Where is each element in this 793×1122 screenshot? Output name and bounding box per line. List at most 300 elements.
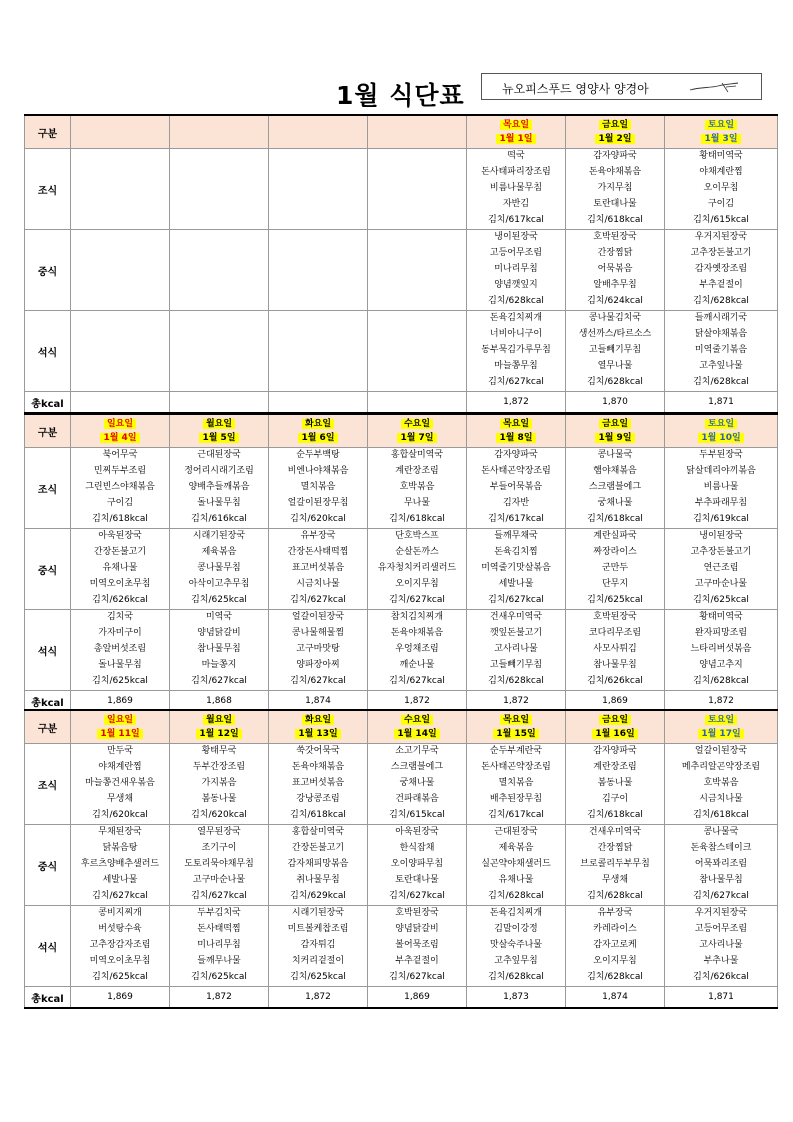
breakfast-menu-cell	[467, 448, 566, 529]
day-date	[71, 431, 169, 445]
day-date	[71, 727, 169, 741]
total-kcal: 1,870	[566, 392, 665, 414]
day-date-text: 1월 12일	[196, 729, 241, 739]
day-header	[71, 414, 170, 448]
week-table	[24, 114, 778, 414]
menu-item: 감자양파국	[593, 746, 637, 756]
menu-item: 양념고추지	[699, 659, 743, 670]
day-date-text: 1월 14일	[394, 729, 439, 739]
day-name-text: 금요일	[599, 120, 631, 130]
menu-item: 김치/627kcal	[389, 594, 445, 605]
category-label: 구분	[25, 115, 71, 149]
menu-item: 궁채나물	[597, 497, 633, 508]
menu-item: 생선까스/타르소스	[578, 328, 652, 339]
total-kcal	[269, 392, 368, 414]
menu-item: 건새우미역국	[588, 827, 642, 837]
menu-item: 정어리시래기조림	[184, 465, 254, 476]
page-title: 1월 식단표	[336, 81, 465, 110]
day-header	[566, 414, 665, 448]
lunch-menu-cell	[665, 230, 778, 311]
menu-item: 마늘쫑무침	[494, 360, 538, 371]
breakfast-menu-cell	[467, 149, 566, 230]
menu-item: 취나물무침	[296, 874, 340, 885]
dinner-menu-cell	[269, 906, 368, 987]
dinner-menu-cell	[71, 311, 170, 392]
menu-item: 봄동나물	[201, 793, 237, 804]
breakfast-menu-cell	[170, 448, 269, 529]
menu-item: 깻잎돈불고기	[489, 627, 543, 638]
menu-item: 김치/625kcal	[693, 594, 749, 605]
day-date	[665, 431, 777, 445]
menu-item: 김치/625kcal	[191, 594, 247, 605]
day-header	[467, 115, 566, 149]
menu-item: 동부묵김가루무침	[481, 344, 551, 355]
total-kcal: 1,869	[566, 691, 665, 713]
menu-item: 코다리무조림	[588, 627, 642, 638]
menu-item: 짜장라이스	[593, 546, 637, 557]
dinner-menu-cell	[566, 311, 665, 392]
menu-item: 건파래볶음	[395, 793, 439, 804]
menu-item: 호박볶음	[703, 777, 739, 788]
menu-item: 고들빼기무침	[588, 344, 642, 355]
total-kcal: 1,874	[566, 987, 665, 1009]
day-name-text: 토요일	[705, 120, 737, 130]
day-date-text: 1월 7일	[397, 433, 436, 443]
menu-item: 김치/618kcal	[587, 809, 643, 820]
day-name-text: 목요일	[500, 715, 532, 725]
dinner-menu-cell	[566, 610, 665, 691]
lunch-menu-cell	[71, 529, 170, 610]
menu-item: 김치/627kcal	[191, 890, 247, 901]
menu-item: 미역줄기볶음	[694, 344, 748, 355]
breakfast-menu-cell	[71, 149, 170, 230]
menu-item: 어묵볶음	[597, 263, 633, 274]
menu-item: 시래기된장국	[192, 531, 246, 541]
menu-item: 깨순나물	[399, 659, 435, 670]
day-name-text: 화요일	[302, 419, 334, 429]
menu-item: 치커리겉절이	[291, 955, 345, 966]
day-name-text: 월요일	[203, 419, 235, 429]
lunch-menu-cell	[170, 230, 269, 311]
day-date	[665, 132, 777, 146]
menu-item: 부들어묵볶음	[489, 481, 543, 492]
menu-item: 들깨무채국	[494, 531, 538, 541]
menu-item: 단호박스프	[395, 531, 439, 541]
day-date-text: 1월 1일	[496, 134, 535, 144]
menu-item: 느타리버섯볶음	[690, 643, 752, 654]
menu-item: 미트볼케찹조림	[287, 923, 349, 934]
day-header	[566, 710, 665, 744]
dinner-label: 석식	[25, 610, 71, 691]
menu-item: 감자양파국	[593, 151, 637, 161]
menu-item: 궁채나물	[399, 777, 435, 788]
dinner-menu-cell	[566, 906, 665, 987]
menu-item: 돈육김치찌개	[489, 313, 543, 323]
menu-item: 김치/619kcal	[693, 513, 749, 524]
day-header	[71, 115, 170, 149]
lunch-menu-cell	[71, 230, 170, 311]
total-kcal: 1,873	[467, 987, 566, 1009]
menu-item: 김치/627kcal	[488, 594, 544, 605]
menu-item: 양념닭갈비	[197, 627, 241, 638]
day-name	[269, 417, 367, 431]
menu-item: 유채나물	[102, 562, 138, 573]
menu-item: 김치/618kcal	[290, 809, 346, 820]
menu-item: 표고버섯볶음	[291, 562, 345, 573]
day-name-text: 월요일	[203, 715, 235, 725]
menu-item: 김치/627kcal	[92, 890, 148, 901]
menu-item: 김치/618kcal	[92, 513, 148, 524]
menu-item: 순두부계란국	[489, 746, 543, 756]
category-label: 구분	[25, 710, 71, 744]
menu-item: 카레라이스	[593, 923, 637, 934]
menu-item: 김치/615kcal	[389, 809, 445, 820]
lunch-label: 중식	[25, 825, 71, 906]
menu-item: 비름나물	[703, 481, 739, 492]
dinner-menu-cell	[368, 311, 467, 392]
menu-item: 아욱된장국	[98, 531, 142, 541]
dinner-menu-cell	[368, 906, 467, 987]
menu-item: 김치/627kcal	[693, 890, 749, 901]
menu-item: 간장돈사태떡찜	[287, 546, 349, 557]
menu-item: 김치/616kcal	[191, 513, 247, 524]
menu-item: 미역오이초무침	[89, 955, 151, 966]
menu-item: 돈사태떡찜	[197, 923, 241, 934]
menu-item: 고추장돈불고기	[690, 546, 752, 557]
lunch-menu-cell	[566, 825, 665, 906]
menu-item: 돈육참스테이크	[690, 842, 752, 853]
menu-item: 토란대나물	[395, 874, 439, 885]
menu-item: 감자튀김	[300, 939, 336, 950]
menu-item: 브로콜리두부무침	[580, 858, 650, 869]
day-date	[467, 132, 565, 146]
menu-item: 두부간장조림	[192, 761, 246, 772]
breakfast-menu-cell	[269, 448, 368, 529]
lunch-menu-cell	[566, 529, 665, 610]
menu-item: 한식잡채	[399, 842, 435, 853]
menu-item: 유채나물	[498, 874, 534, 885]
menu-item: 김치/617kcal	[488, 809, 544, 820]
menu-item: 부추겉절이	[395, 955, 439, 966]
lunch-menu-cell	[566, 230, 665, 311]
menu-item: 얼갈이된장국	[694, 746, 748, 756]
menu-item: 북어무국	[102, 450, 138, 460]
menu-item: 고구마순나물	[694, 578, 748, 589]
day-header	[170, 414, 269, 448]
menu-item: 토란대나물	[593, 198, 637, 209]
lunch-menu-cell	[170, 825, 269, 906]
menu-item: 김치/628kcal	[587, 971, 643, 982]
menu-item: 오이무침	[703, 182, 739, 193]
lunch-menu-cell	[269, 230, 368, 311]
week-table	[24, 709, 778, 1009]
menu-item: 김치/628kcal	[693, 376, 749, 387]
menu-item: 고추장돈불고기	[690, 247, 752, 258]
menu-item: 너비아니구이	[489, 328, 543, 339]
menu-item: 사모사튀김	[593, 643, 637, 654]
menu-item: 김치/627kcal	[290, 594, 346, 605]
menu-item: 간장찜닭	[597, 842, 633, 853]
menu-item: 양념닭갈비	[395, 923, 439, 934]
total-kcal: 1,872	[467, 392, 566, 414]
day-date	[368, 431, 466, 445]
menu-item: 황태미역국	[699, 151, 743, 161]
day-header	[170, 115, 269, 149]
menu-item: 유부장국	[597, 908, 633, 918]
dinner-label: 석식	[25, 311, 71, 392]
menu-item: 실곤약야채샐러드	[481, 858, 551, 869]
menu-item: 황태미역국	[699, 612, 743, 622]
total-kcal: 1,869	[71, 691, 170, 713]
menu-item: 콩나물무침	[197, 562, 241, 573]
day-date	[170, 727, 268, 741]
lunch-menu-cell	[665, 825, 778, 906]
menu-item: 돌나물무침	[197, 497, 241, 508]
day-date-text: 1월 13일	[295, 729, 340, 739]
day-date-text: 1월 10일	[698, 433, 743, 443]
total-kcal: 1,872	[170, 987, 269, 1009]
menu-item: 햄야채볶음	[593, 465, 637, 476]
day-name	[71, 713, 169, 727]
day-header	[368, 115, 467, 149]
day-date-text: 1월 16일	[592, 729, 637, 739]
menu-item: 콩나물국	[703, 827, 739, 837]
menu-item: 오이지무침	[593, 955, 637, 966]
menu-item: 구이김	[707, 198, 735, 209]
menu-item: 고추잎나물	[699, 360, 743, 371]
day-date-text: 1월 4일	[100, 433, 139, 443]
day-date-text: 1월 3일	[701, 134, 740, 144]
menu-item: 가지볶음	[201, 777, 237, 788]
menu-item: 닭살데리야끼볶음	[686, 465, 756, 476]
menu-item: 얼갈이된장국	[291, 612, 345, 622]
menu-item: 김치/629kcal	[290, 890, 346, 901]
menu-item: 시금치나물	[296, 578, 340, 589]
lunch-label: 중식	[25, 230, 71, 311]
week-table	[24, 413, 778, 713]
dinner-menu-cell	[71, 906, 170, 987]
breakfast-menu-cell	[170, 149, 269, 230]
menu-item: 참나물무침	[593, 659, 637, 670]
menu-item: 돈사태곤약장조림	[481, 465, 551, 476]
day-header	[71, 710, 170, 744]
nutritionist-name: 뉴오피스푸드 영양사 양경아	[502, 82, 649, 96]
menu-item: 콩나물국	[597, 450, 633, 460]
breakfast-label: 조식	[25, 149, 71, 230]
breakfast-menu-cell	[71, 448, 170, 529]
lunch-menu-cell	[368, 230, 467, 311]
nutritionist-box	[481, 73, 762, 100]
menu-item: 스크램블에그	[588, 481, 642, 492]
dinner-menu-cell	[467, 610, 566, 691]
menu-item: 김치/627kcal	[488, 376, 544, 387]
total-kcal: 1,869	[71, 987, 170, 1009]
menu-item: 부추나물	[703, 955, 739, 966]
menu-item: 김치/625kcal	[191, 971, 247, 982]
menu-item: 참나물무침	[197, 643, 241, 654]
menu-item: 연근조림	[703, 562, 739, 573]
menu-item: 세발나물	[498, 578, 534, 589]
day-name-text: 토요일	[705, 419, 737, 429]
day-date	[566, 132, 664, 146]
menu-item: 근대된장국	[494, 827, 538, 837]
day-date-text: 1월 11일	[97, 729, 142, 739]
menu-item: 냉이된장국	[494, 232, 538, 242]
menu-item: 들깨무나물	[197, 955, 241, 966]
menu-item: 김치/626kcal	[92, 594, 148, 605]
menu-item: 미나리무침	[494, 263, 538, 274]
menu-item: 돈육야채볶음	[291, 761, 345, 772]
menu-item: 김치/627kcal	[191, 675, 247, 686]
lunch-menu-cell	[467, 825, 566, 906]
day-header	[467, 710, 566, 744]
breakfast-label: 조식	[25, 744, 71, 825]
kcal-label: 총kcal	[25, 691, 71, 713]
menu-item: 무나물	[403, 497, 431, 508]
menu-item: 열무된장국	[197, 827, 241, 837]
menu-item: 세발나물	[102, 874, 138, 885]
breakfast-menu-cell	[269, 744, 368, 825]
day-name	[665, 713, 777, 727]
menu-item: 아삭이고추무침	[188, 578, 250, 589]
menu-item: 비름나물무침	[489, 182, 543, 193]
day-name	[467, 417, 565, 431]
day-date-text: 1월 6일	[298, 433, 337, 443]
menu-item: 김치/628kcal	[488, 295, 544, 306]
menu-item: 마늘쫑지	[201, 659, 237, 670]
total-kcal	[170, 392, 269, 414]
menu-item: 무채된장국	[98, 827, 142, 837]
dinner-menu-cell	[368, 610, 467, 691]
day-header	[368, 414, 467, 448]
menu-item: 마늘쫑건새우볶음	[85, 777, 155, 788]
menu-item: 참치김치찌개	[390, 612, 444, 622]
day-header	[467, 414, 566, 448]
day-name	[665, 118, 777, 132]
day-name-text: 화요일	[302, 715, 334, 725]
menu-item: 미나리무침	[197, 939, 241, 950]
menu-item: 김치/617kcal	[488, 214, 544, 225]
day-name	[467, 713, 565, 727]
menu-item: 돈육야채볶음	[390, 627, 444, 638]
menu-item: 콩나물김치국	[588, 313, 642, 323]
day-date-text: 1월 15일	[493, 729, 538, 739]
menu-item: 표고버섯볶음	[291, 777, 345, 788]
menu-item: 알배추무침	[593, 279, 637, 290]
menu-item: 황태무국	[201, 746, 237, 756]
menu-item: 냉이된장국	[699, 531, 743, 541]
menu-item: 소고기무국	[395, 746, 439, 756]
total-kcal: 1,868	[170, 691, 269, 713]
day-header	[665, 115, 778, 149]
menu-item: 민찌두부조림	[93, 465, 147, 476]
menu-item: 근대된장국	[197, 450, 241, 460]
day-date	[269, 431, 367, 445]
day-name-text: 일요일	[104, 715, 136, 725]
day-date	[368, 727, 466, 741]
day-header	[566, 115, 665, 149]
dinner-menu-cell	[170, 311, 269, 392]
day-header	[170, 710, 269, 744]
menu-item: 가지무침	[597, 182, 633, 193]
menu-item: 돈육김치찌개	[489, 908, 543, 918]
menu-item: 건새우미역국	[489, 612, 543, 622]
menu-item: 메추리알곤약장조림	[681, 761, 761, 772]
menu-item: 배추된장무침	[489, 793, 543, 804]
lunch-label: 중식	[25, 529, 71, 610]
day-name-text: 목요일	[500, 419, 532, 429]
total-kcal: 1,871	[665, 987, 778, 1009]
day-date	[269, 727, 367, 741]
day-name	[170, 417, 268, 431]
menu-item: 감자고로케	[593, 939, 637, 950]
menu-item: 김치/626kcal	[587, 675, 643, 686]
menu-item: 돈육김치찜	[494, 546, 538, 557]
kcal-label: 총kcal	[25, 392, 71, 414]
day-date-text: 1월 17일	[698, 729, 743, 739]
menu-item: 떡국	[507, 151, 525, 161]
menu-item: 스크램블에그	[390, 761, 444, 772]
category-label: 구분	[25, 414, 71, 448]
day-date	[467, 727, 565, 741]
day-name	[170, 713, 268, 727]
breakfast-menu-cell	[368, 448, 467, 529]
menu-item: 조기구이	[201, 842, 237, 853]
menu-item: 어묵꽈리조림	[694, 858, 748, 869]
day-date	[566, 431, 664, 445]
dinner-menu-cell	[170, 906, 269, 987]
menu-item: 호박된장국	[395, 908, 439, 918]
menu-item: 김자반	[502, 497, 530, 508]
breakfast-menu-cell	[665, 448, 778, 529]
menu-item: 호박된장국	[593, 612, 637, 622]
menu-item: 김치/628kcal	[488, 675, 544, 686]
lunch-menu-cell	[71, 825, 170, 906]
total-kcal	[71, 392, 170, 414]
day-name-text: 목요일	[500, 120, 532, 130]
dinner-menu-cell	[467, 311, 566, 392]
menu-item: 김치/625kcal	[587, 594, 643, 605]
breakfast-menu-cell	[665, 744, 778, 825]
menu-item: 우엉채조림	[395, 643, 439, 654]
day-header	[665, 710, 778, 744]
menu-item: 우거지된장국	[694, 908, 748, 918]
day-name-text: 수요일	[401, 715, 433, 725]
menu-item: 김치/618kcal	[587, 513, 643, 524]
menu-item: 김치/620kcal	[92, 809, 148, 820]
day-name	[467, 118, 565, 132]
lunch-menu-cell	[665, 529, 778, 610]
menu-item: 부추파래무침	[694, 497, 748, 508]
day-date-text: 1월 9일	[595, 433, 634, 443]
dinner-menu-cell	[665, 906, 778, 987]
menu-item: 김치/628kcal	[488, 971, 544, 982]
menu-item: 닭살야채볶음	[694, 328, 748, 339]
lunch-menu-cell	[269, 529, 368, 610]
dinner-menu-cell	[269, 610, 368, 691]
menu-item: 김말이강정	[494, 923, 538, 934]
menu-item: 돈사태곤약장조림	[481, 761, 551, 772]
menu-item: 김치/625kcal	[92, 971, 148, 982]
menu-item: 참나물무침	[699, 874, 743, 885]
menu-item: 멸치볶음	[300, 481, 336, 492]
day-name-text: 수요일	[401, 419, 433, 429]
menu-item: 야채계란찜	[699, 166, 743, 177]
menu-item: 닭볶음탕	[102, 842, 138, 853]
menu-item: 유부장국	[300, 531, 336, 541]
menu-item: 고구마맛탕	[296, 643, 340, 654]
menu-item: 계란실파국	[593, 531, 637, 541]
